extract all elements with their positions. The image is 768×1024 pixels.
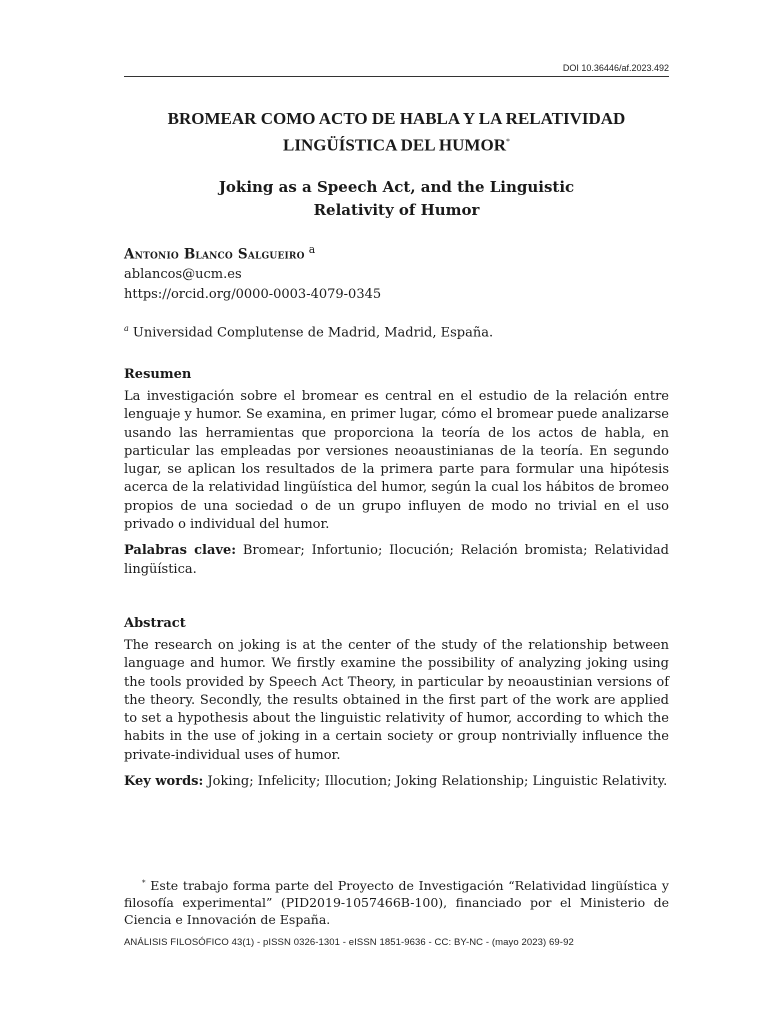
author-line: [124, 240, 669, 265]
footnote-marker: *: [142, 879, 146, 887]
title-spanish-line1: BROMEAR COMO ACTO DE HABLA Y LA RELATIVIDAD: [167, 109, 626, 128]
author-block: [124, 240, 669, 305]
author-email: ablancos@ucm.es: [124, 267, 242, 283]
abstract-section: [124, 615, 669, 791]
header-rule: [124, 76, 669, 77]
title-english-line1: Joking as a Speech Act, and the Linguistic: [218, 178, 575, 196]
author-orcid: https://orcid.org/0000-0003-4079-0345: [124, 287, 382, 303]
journal-footer: ANÁLISIS FILOSÓFICO 43(1) - pISSN 0326-1301 - eISSN 1851-9636 - CC: BY-NC - (mayo 2023) 69-92: [124, 937, 574, 948]
doi-label: DOI 10.36446/af.2023.492: [562, 63, 669, 73]
resumen-keywords: [124, 542, 669, 579]
resumen-heading: Resumen: [124, 367, 192, 382]
title-spanish-line2: LINGÜÍSTICA DEL HUMOR: [283, 135, 506, 155]
author-affil-marker: a: [308, 243, 316, 256]
footnote: [124, 875, 669, 928]
footnote-text: Este trabajo forma parte del Proyecto de Investigación “Relatividad lingüística y filosofía experimental” (PID2019-1057466B-100), financiado por el Ministerio de Ciencia e Innovación de España.: [124, 878, 669, 928]
abstract-heading: Abstract: [124, 616, 186, 631]
journal-page: [124, 0, 669, 1024]
title-english-line2: Relativity of Humor: [313, 201, 480, 219]
affiliation-marker: a: [124, 324, 129, 333]
resumen-keywords-text: Bromear; Infortunio; Ilocución; Relación bromista; Relatividad lingüística.: [124, 543, 669, 577]
title-english: [124, 176, 669, 222]
abstract-keywords: [124, 773, 669, 791]
title-footnote-marker: *: [505, 137, 510, 146]
affiliation-text: Universidad Complutense de Madrid, Madrid, España.: [132, 325, 494, 341]
affiliation: [124, 319, 669, 343]
resumen-body: La investigación sobre el bromear es central en el estudio de la relación entre lenguaje y humor. Se examina, en primer lugar, cómo el bromear puede analizarse usando las herramientas que proporciona la teoría de los actos de habla, en particular las empleadas por versiones neoaustinianas de la teoría. En segundo lugar, se aplican los resultados de la primera parte para formular una hipótesis acerca de la relatividad lingüística del humor, según la cual los hábitos de bromeo propios de una sociedad o de un grupo influyen de modo no trivial en el uso privado o individual del humor.: [124, 389, 670, 533]
abstract-keywords-text: Joking; Infelicity; Illocution; Joking Relationship; Linguistic Relativity.: [207, 774, 668, 790]
abstract-keywords-label: Key words:: [124, 774, 204, 790]
resumen-section: [124, 366, 669, 579]
resumen-keywords-label: Palabras clave:: [124, 543, 237, 559]
title-spanish: [124, 107, 669, 157]
author-name: Antonio Blanco Salgueiro: [124, 246, 305, 263]
abstract-body: The research on joking is at the center of the study of the relationship between language and humor. We firstly examine the possibility of analyzing joking using the tools provided by Speech Act Theory, in particular by neoaustinian versions of the theory. Secondly, the results obtained in the first part of the work are applied to set a hypothesis about the linguistic relativity of humor, according to which the habits in the use of joking in a certain society or group nontrivially influence the private-individual uses of humor.: [124, 638, 669, 763]
